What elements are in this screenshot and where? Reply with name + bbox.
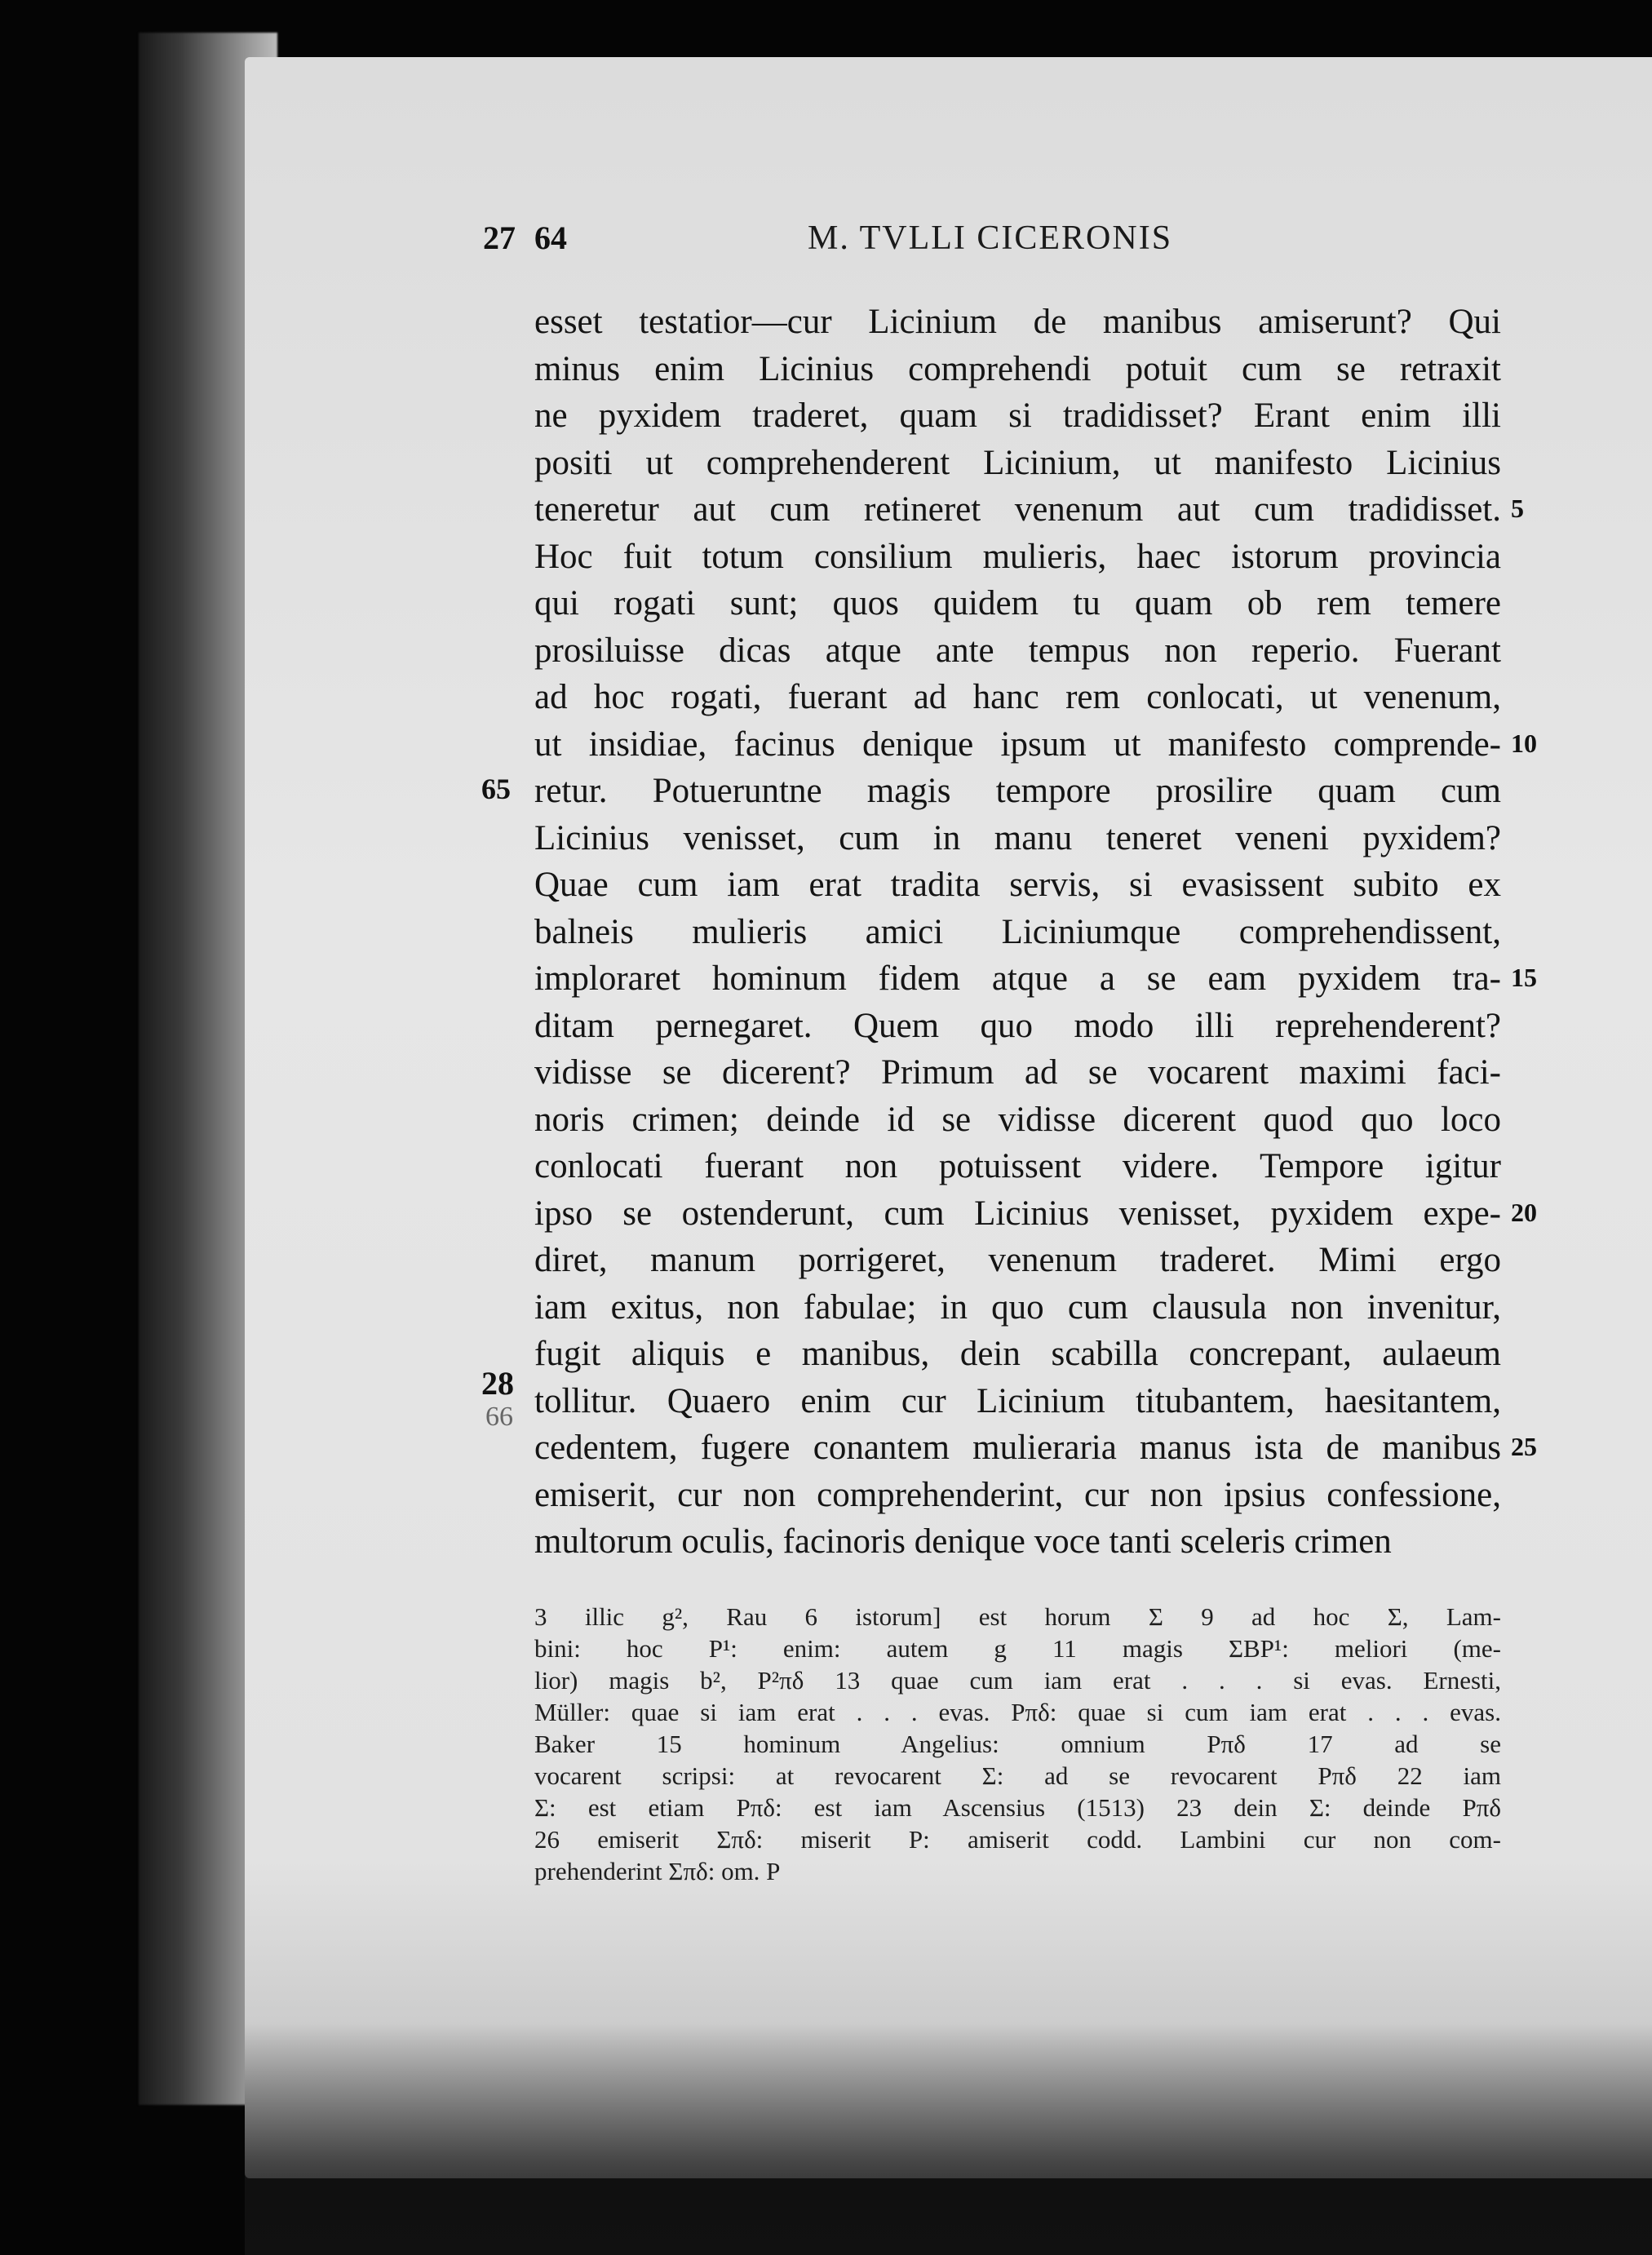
apparatus-line: vocarent scripsi: at revocarent Σ: ad se revocarent Pπδ 22 iam — [534, 1761, 1501, 1790]
section-number: 65 — [481, 773, 511, 805]
text-line: qui rogati sunt; quos quidem tu quam ob rem temere — [534, 584, 1501, 622]
text-line: imploraret hominum fidem atque a se eam pyxidem tra- — [534, 959, 1501, 998]
apparatus-line: lior) magis b², P²πδ 13 quae cum iam erat . . . si evas. Ernesti, — [534, 1666, 1501, 1695]
text-line: tollitur. Quaero enim cur Licinium titubantem, haesitantem, — [534, 1381, 1501, 1420]
page-number: 64 — [534, 219, 567, 256]
text-line: cedentem, fugere conantem mulieraria manus ista de manibus — [534, 1429, 1501, 1467]
outer-page-number: 27 — [483, 219, 516, 256]
text-line: conlocati fuerant non potuissent videre. Tempore igitur — [534, 1147, 1501, 1185]
text-line: noris crimen; deinde id se vidisse dicerent quod quo loco — [534, 1100, 1501, 1139]
page-header — [0, 219, 1652, 268]
line-number: 10 — [1511, 729, 1537, 758]
line-number: 15 — [1511, 963, 1537, 992]
text-line: prosiluisse dicas atque ante tempus non reperio. Fuerant — [534, 631, 1501, 670]
line-number: 20 — [1511, 1198, 1537, 1227]
text-line: minus enim Licinius comprehendi potuit cum se retraxit — [534, 349, 1501, 388]
text-line: teneretur aut cum retineret venenum aut cum tradidisset. — [534, 490, 1501, 529]
text-line: Licinius venisset, cum in manu teneret veneni pyxidem? — [534, 818, 1501, 857]
text-line: ad hoc rogati, fuerant ad hanc rem conlocati, ut venenum, — [534, 678, 1501, 716]
page-bottom-shadow — [245, 2023, 1652, 2255]
text-line: ipso se ostenderunt, cum Licinius venisset, pyxidem expe- — [534, 1194, 1501, 1233]
text-line: balneis mulieris amici Liciniumque comprehendissent, — [534, 912, 1501, 951]
text-line: Quae cum iam erat tradita servis, si evasissent subito ex — [534, 866, 1501, 904]
apparatus-line: 26 emiserit Σπδ: miserit P: amiserit codd. Lambini cur non com- — [534, 1825, 1501, 1854]
apparatus-line: 3 illic g², Rau 6 istorum] est horum Σ 9 ad hoc Σ, Lam- — [534, 1602, 1501, 1631]
text-line: iam exitus, non fabulae; in quo cum clausula non invenitur, — [534, 1287, 1501, 1327]
text-line: ditam pernegaret. Quem quo modo illi reprehenderent? — [534, 1006, 1501, 1045]
text-line: Hoc fuit totum consilium mulieris, haec istorum provincia — [534, 537, 1501, 576]
chapter-number: 28 — [481, 1365, 514, 1402]
critical-apparatus — [534, 1601, 1501, 1887]
text-line: diret, manum porrigeret, venenum traderet. Mimi ergo — [534, 1241, 1501, 1279]
section-number: 66 — [485, 1402, 513, 1432]
line-number: 5 — [1511, 494, 1524, 523]
apparatus-line: Müller: quae si iam erat . . . evas. Pπδ: quae si cum iam erat . . . evas. — [534, 1698, 1501, 1726]
line-number: 25 — [1511, 1432, 1537, 1461]
text-line: esset testatior—cur Licinium de manibus amiserunt? Qui — [534, 303, 1501, 341]
apparatus-line: prehenderint Σπδ: om. P — [534, 1857, 781, 1885]
text-line: positi ut comprehenderent Licinium, ut manifesto Licinius — [534, 443, 1501, 482]
text-line: ne pyxidem traderet, quam si tradidisset? Erant enim illi — [534, 397, 1501, 435]
running-title: M. TVLLI CICERONIS — [808, 219, 1173, 257]
text-line: multorum oculis, facinoris denique voce tanti sceleris crimen — [534, 1522, 1392, 1561]
apparatus-line: Baker 15 hominum Angelius: omnium Pπδ 17 ad se — [534, 1730, 1501, 1758]
apparatus-line: bini: hoc P¹: enim: autem g 11 magis ΣBP¹: meliori (me- — [534, 1634, 1501, 1663]
text-line: vidisse se dicerent? Primum ad se vocarent maximi faci- — [534, 1053, 1501, 1092]
text-line: retur. Potueruntne magis tempore prosilire quam cum — [534, 772, 1501, 810]
apparatus-line: Σ: est etiam Pπδ: est iam Ascensius (1513) 23 dein Σ: deinde Pπδ — [534, 1793, 1501, 1822]
text-line: ut insidiae, facinus denique ipsum ut manifesto comprende- — [534, 724, 1501, 764]
text-line: fugit aliquis e manibus, dein scabilla concrepant, aulaeum — [534, 1335, 1501, 1373]
text-line: emiserit, cur non comprehenderint, cur non ipsius confessione, — [534, 1475, 1501, 1514]
main-text — [534, 299, 1501, 1566]
